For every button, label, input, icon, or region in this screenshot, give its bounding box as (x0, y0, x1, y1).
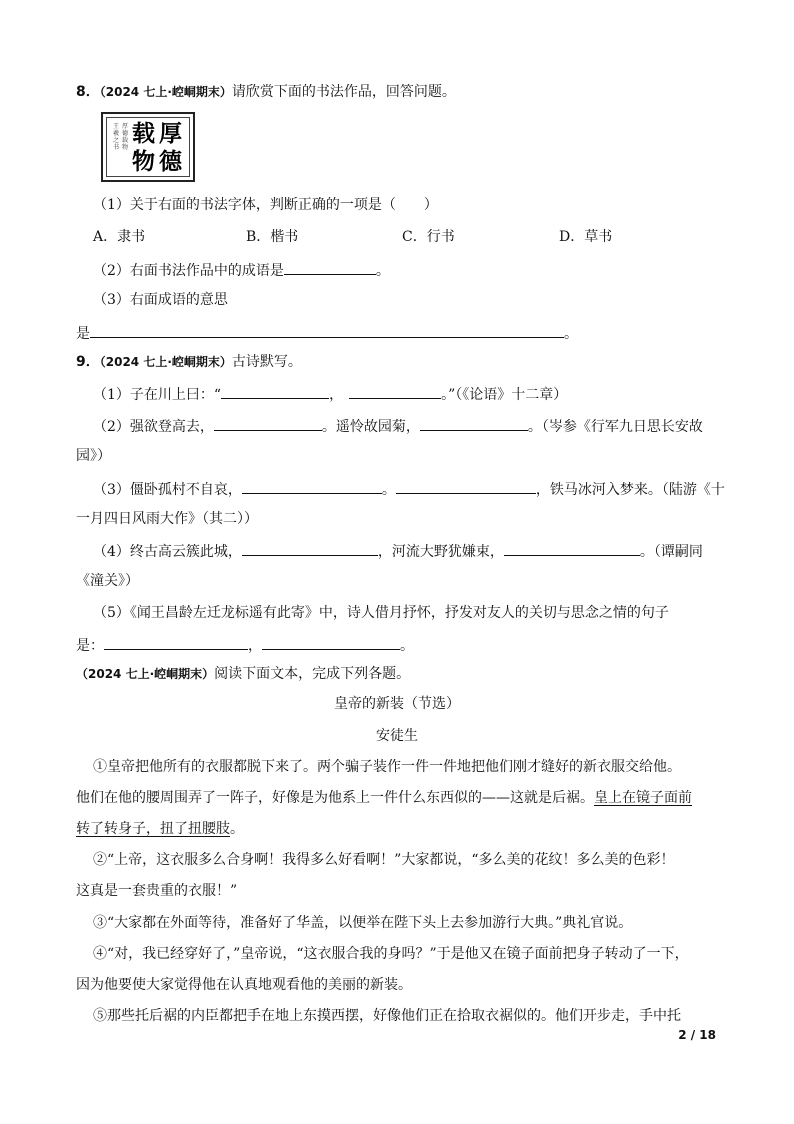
q8-sub3: （3）右面成语的意思 (93, 292, 228, 308)
q8-option-d: D．草书 (559, 229, 613, 245)
q9-s5-answer: 是： ， 。 (76, 634, 414, 656)
answer-blank[interactable] (90, 322, 564, 338)
q9-s2: （2）强欲登高去， 。遥怜故园菊， 。（岑参《行军九日思长安故 (93, 415, 703, 437)
answer-blank[interactable] (262, 634, 400, 650)
reading-header (76, 664, 410, 684)
paragraph-1: ①皇帝把他所有的衣服都脱下来了。两个骗子装作一件一件地把他们刚才缝好的新衣服交给他。 (93, 759, 681, 775)
q9-s4-cont: 《潼关》） (76, 573, 139, 589)
q9-s4: （4）终古高云簇此城， ，河流大野犹嫌束， 。（谭嗣同 (93, 540, 703, 562)
answer-blank[interactable] (214, 415, 322, 431)
q8-option-b: B．楷书 (246, 229, 299, 245)
q8-sub1: （1）关于右面的书法字体，判断正确的一项是（ ） (93, 197, 438, 213)
calligraphy-image (101, 112, 195, 182)
paragraph-3: ③“大家都在外面等待，准备好了华盖，以便举在陛下头上去参加游行大典。”典礼官说。 (93, 915, 633, 931)
underlined-sentence: 皇上在镜子面前 (594, 790, 692, 806)
q9-s2-cont: 园》） (76, 448, 111, 464)
passage-author: 安徒生 (376, 728, 418, 744)
q8-option-c: C．行书 (402, 229, 455, 245)
answer-blank[interactable] (104, 634, 248, 650)
answer-blank[interactable] (504, 540, 640, 556)
q9-stem: 古诗默写。 (231, 354, 302, 370)
paragraph-5: ⑤那些托后裾的内臣都把手在地上东摸西摆，好像他们正在拾取衣裾似的。他们开步走，手中托 (93, 1008, 681, 1024)
underlined-sentence-cont: 转了转身子，扭了扭腰肢 (76, 821, 230, 837)
calligraphy-char-4: 物 (132, 148, 155, 175)
answer-blank[interactable] (349, 383, 441, 399)
q9-source: （2024 七上·崆峒期末） (99, 355, 232, 369)
paragraph-2: ②“上帝，这衣服多么合身啊！我得多么好看啊！”大家都说，“多么美的花纹！多么美的色彩！ (93, 852, 675, 868)
reading-stem: 阅读下面文本，完成下列各题。 (214, 666, 411, 682)
reading-source: （2024 七上·崆峒期末） (76, 667, 215, 681)
answer-blank[interactable] (396, 478, 536, 494)
q8-sub2: （2）右面书法作品中的成语是 。 (93, 259, 390, 281)
q8-number: 8． (76, 84, 100, 100)
paragraph-1-line-3: 转了转身子，扭了扭腰肢。 (76, 821, 244, 837)
q8-header (76, 82, 456, 102)
q9-number: 9． (76, 354, 100, 370)
q8-options (0, 227, 794, 247)
q9-s5: （5）《闻王昌龄左迁龙标遥有此寄》中，诗人借月抒怀，抒发对友人的关切与思念之情的句子 (93, 605, 669, 621)
calligraphy-char-2: 德 (159, 148, 182, 175)
page-number: 2 / 18 (678, 1028, 716, 1042)
calligraphy-inscription-left: 王羲之书 (113, 123, 120, 151)
answer-blank[interactable] (242, 540, 378, 556)
answer-blank[interactable] (420, 415, 528, 431)
q8-option-a: A．隶书 (93, 229, 146, 245)
q8-source: （2024 七上·崆峒期末） (99, 85, 232, 99)
paragraph-2-line-2: 这真是一套贵重的衣服！” (76, 883, 238, 899)
q9-s3: （3）僵卧孤村不自哀， 。 ，铁马冰河入梦来。（陆游《十 (93, 478, 725, 500)
answer-blank[interactable] (284, 259, 376, 275)
passage-title: 皇帝的新装（节选） (334, 696, 460, 712)
calligraphy-inscription-right: 厚德载物 (122, 123, 129, 151)
answer-blank[interactable] (221, 383, 329, 399)
paragraph-4-line-2: 因为他要使大家觉得他在认真地观看他的美丽的新装。 (76, 977, 412, 993)
calligraphy-char-3: 载 (132, 120, 155, 147)
q8-stem: 请欣赏下面的书法作品，回答问题。 (231, 84, 456, 100)
q9-s3-cont: 一月四日风雨大作》（其二）） (76, 511, 258, 527)
q8-sub3-answer: 是 。 (76, 322, 578, 344)
paragraph-4: ④“对，我已经穿好了，”皇帝说，“这衣服合我的身吗？”于是他又在镜子面前把身子转动了一下， (93, 946, 689, 962)
q9-header (76, 352, 302, 372)
calligraphy-char-1: 厚 (159, 120, 182, 147)
paragraph-1-line-2: 他们在他的腰周围弄了一阵子，好像是为他系上一件什么东西似的——这就是后裾。皇上在镜子面前 (76, 790, 692, 806)
answer-blank[interactable] (242, 478, 382, 494)
q9-s1: （1）子在川上曰：“ ， 。”（《论语》十二章） (93, 383, 567, 405)
